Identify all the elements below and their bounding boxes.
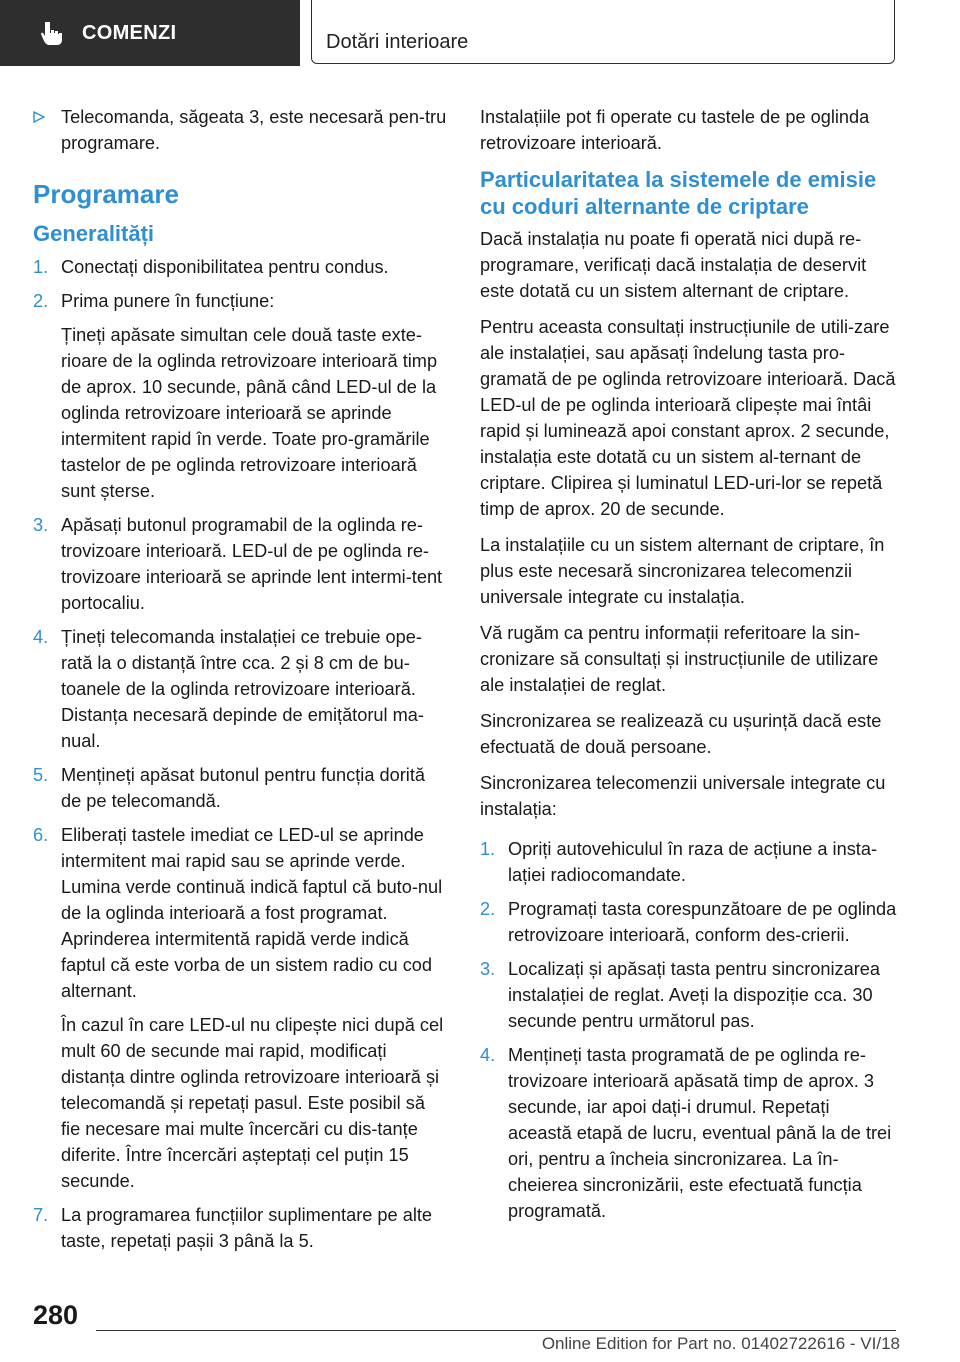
step-number: 2. — [480, 899, 496, 919]
step-number: 3. — [33, 515, 49, 535]
list-item — [33, 288, 448, 504]
step-number: 1. — [480, 839, 496, 859]
step-text: Mențineți apăsat butonul pentru funcția dorită de pe telecomandă. — [61, 765, 425, 811]
edition-text: Online Edition for Part no. 01402722616 - VI/18 — [541, 1334, 900, 1353]
paragraph: La instalațiile cu un sistem alternant de criptare, în plus este necesară sincronizarea telecomenzii universale integrate cu instalația. — [480, 535, 885, 607]
list-item — [33, 762, 448, 814]
step-text: Programați tasta corespunzătoare de pe oglinda retrovizoare interioară, conform des‐crierii. — [508, 899, 897, 945]
paragraph: Pentru aceasta consultați instrucțiunile de utili‐zare ale instalației, sau apăsați îndelung tasta pro‐gramată de pe oglinda retrovizoare interioară. Dacă LED-ul de pe oglinda interioară clipește mai întâi rapid și luminează apoi constant aprox. 2 secunde, instalația este dotată cu un sistem al‐ternant de criptare. Clipirea și luminatul LED-uri‐lor se repetă timp de aprox. 20 de secunde. — [480, 317, 896, 519]
step-text: Mențineți tasta programată de pe oglinda re‐trovizoare interioară apăsată timp de aprox. 3 secunde, iar apoi dați-i drumul. Repetați această etapă de lucru, eventual până la de trei ori, pentru a încheia sincronizarea. La în‐cheierea sincronizării, este efectuată funcția programată. — [508, 1045, 892, 1221]
subsection-heading: Generalități — [33, 221, 155, 246]
step-number: 6. — [33, 825, 49, 845]
step-text: Apăsați butonul programabil de la oglinda re‐trovizoare interioară. LED-ul de pe oglinda re‐trovizoare interioară se aprinde lent intermi‐tent portocaliu. — [61, 515, 443, 613]
list-item — [33, 822, 448, 1194]
section-tab[interactable] — [0, 0, 300, 66]
paragraph: Dacă instalația nu poate fi operată nici după re‐programare, verificați dacă instalația de deservit este dotată cu un sistem alternant de criptare. — [480, 229, 867, 301]
step-number: 2. — [33, 291, 49, 311]
chapter-tab — [311, 0, 895, 64]
pointing-hand-icon — [38, 20, 64, 46]
step-text: Localizați și apăsați tasta pentru sincronizarea instalației de reglat. Aveți la dispoziție cca. 30 secunde pentru următorul pas. — [508, 959, 881, 1031]
step-number: 5. — [33, 765, 49, 785]
right-column — [480, 104, 898, 1232]
triangle-right-icon — [33, 104, 45, 130]
step-number: 4. — [480, 1045, 496, 1065]
footer-divider — [96, 1330, 896, 1331]
paragraph: Sincronizarea telecomenzii universale integrate cu instalația: — [480, 773, 886, 819]
step-text: Țineți telecomanda instalației ce trebuie ope‐rată la o distanță între cca. 2 și 8 cm de bu‐toanele de la oglinda retrovizoare interioară. Distanța necesară depinde de emițătorul ma‐nual. — [61, 627, 424, 751]
list-item — [33, 1202, 448, 1254]
step-number: 3. — [480, 959, 496, 979]
section-label: COMENZI — [82, 21, 177, 44]
list-item — [33, 512, 448, 616]
step-detail: Țineți apăsate simultan cele două taste exte‐rioare de la oglinda retrovizoare interioară timp de aprox. 10 secunde, până când LED-ul de la oglinda retrovizoare interioară se aprinde intermitent rapid în verde. Toate pro‐gramările tastelor de pe oglinda retrovizoare interioară sunt șterse. — [61, 325, 438, 501]
page-number: 280 — [33, 1300, 79, 1330]
step-number: 4. — [33, 627, 49, 647]
section-heading: Particularitatea la sistemele de emisie cu coduri alternante de criptare — [480, 167, 877, 219]
page-header — [0, 0, 960, 66]
intro-bullet — [33, 104, 448, 156]
list-item — [33, 624, 448, 754]
section-heading: Programare — [33, 179, 179, 209]
paragraph: Vă rugăm ca pentru informații referitoare la sin‐cronizare să consultați și instrucțiunile de utilizare ale instalației de reglat. — [480, 623, 879, 695]
chapter-title: Dotări interioare — [326, 31, 469, 53]
step-number: 1. — [33, 257, 49, 277]
step-text: Eliberați tastele imediat ce LED-ul se aprinde intermitent mai rapid sau se aprinde verde. Lumina verde continuă indică faptul că buto‐nul de la oglinda interioară a fost programat. Aprinderea intermitentă rapidă verde indică faptul că este vorba de un sistem radio cu cod alternant. — [61, 825, 443, 1001]
list-item — [480, 1042, 898, 1224]
left-column — [33, 104, 448, 1262]
step-text: Conectați disponibilitatea pentru condus. — [61, 257, 389, 277]
step-text: Opriți autovehiculul în raza de acțiune a insta‐lației radiocomandate. — [508, 839, 878, 885]
step-detail: În cazul în care LED-ul nu clipește nici după cel mult 60 de secunde mai rapid, modificați distanța dintre oglinda retrovizoare interioară și telecomandă și repetați pasul. Este posibil să fie necesare mai multe încercări cu dis‐tanțe diferite. Între încercări așteptați cel puțin 15 secunde. — [61, 1015, 444, 1191]
list-item — [480, 836, 898, 888]
step-text: Prima punere în funcțiune: — [61, 291, 275, 311]
list-item — [480, 896, 898, 948]
intro-bullet-text: Telecomanda, săgeata 3, este necesară pen‐tru programare. — [61, 107, 447, 153]
list-item — [33, 254, 448, 280]
step-text: La programarea funcțiilor suplimentare pe alte taste, repetați pașii 3 până la 5. — [61, 1205, 433, 1251]
paragraph: Sincronizarea se realizează cu ușurință dacă este efectuată de două persoane. — [480, 711, 882, 757]
list-item — [480, 956, 898, 1034]
intro-paragraph: Instalațiile pot fi operate cu tastele de pe oglinda retrovizoare interioară. — [480, 107, 870, 153]
step-number: 7. — [33, 1205, 49, 1225]
